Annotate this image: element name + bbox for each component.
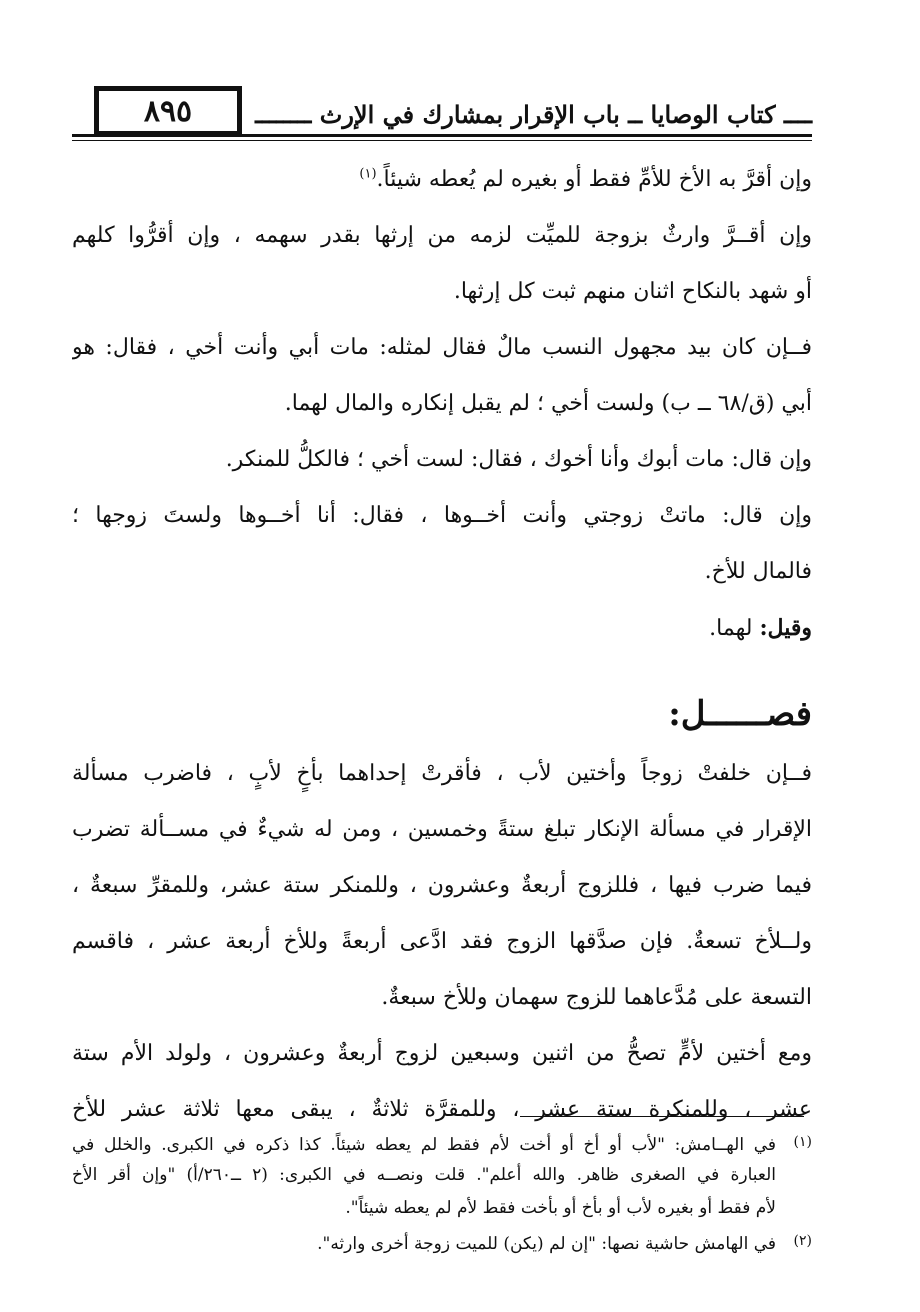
header-rule [72,134,812,137]
footnote-marker: (١) [793,1134,812,1150]
page-header [72,78,812,142]
footnote-line: (٢)في الهامش حاشية نصها: "إن لم (يكن) للميت زوجة أخرى وارثه". [72,1225,812,1258]
footnote-ref[interactable]: (١) [359,166,377,182]
text-line: عشر ، وللمنكرة ستة عشر ، وللمقرَّة ثلاثةٌ ، يبقى معها ثلاثة عشر للأخ [72,1097,812,1122]
spacer [72,656,812,682]
text-line: ومع أختين لأمٍّ تصحُّ من اثنين وسبعين لزوج أربعةٌ وعشرون ، ولولد الأم ستة [72,1041,812,1066]
text-line: أبي (ق/٦٨ ــ ب) ولست أخي ؛ لم يقبل إنكاره والمال لهما. [284,391,812,416]
footnote-line: لأم فقط أو بغيره لأب أو بأخ أو بأخت فقط لأم لم يعطه شيئاً". [345,1198,776,1218]
text-line: الإقرار في مسألة الإنكار تبلغ ستةً وخمسين ، ومن له شيءٌ في مســألة تضرب [72,817,812,842]
running-title: ــــ كتاب الوصايا ــ باب الإقرار بمشارك في الإرث ــــــــ [255,100,812,129]
footnote-line: العبارة في الصغرى ظاهر. والله أعلم". قلت ونصــه في الكبرى: (٢ ــ٢٦٠/أ) "وإن أقر الأخ [72,1165,776,1185]
section-heading: فصــــــل: [668,694,812,734]
text-line: وإن قال: ماتتْ زوجتي وأنت أخــوها ، فقال: أنا أخــوها ولستَ زوجها ؛ [72,503,812,528]
footnote-separator [520,1116,804,1117]
text-line: فالمال للأخ. [704,559,812,584]
page-number: ٨٩٥ [94,86,242,136]
text-line: فــإن كان بيد مجهول النسب مالٌ فقال لمثله: مات أبي وأنت أخي ، فقال: هو [72,335,812,360]
text-line: ولــلأخ تسعةٌ. فإن صدَّقها الزوج فقد ادَّعى أربعةً وللأخ أربعة عشر ، فاقسم [72,929,812,954]
main-text [72,152,812,1138]
text-line: فــإن خلفتْ زوجاً وأختين لأب ، فأقرتْ إحداهما بأخٍ لأبٍ ، فاضرب مسألة [72,761,812,786]
text-line: فيما ضرب فيها ، فللزوج أربعةٌ وعشرون ، وللمنكر ستة عشر، وللمقرِّ سبعةٌ ، [72,873,812,898]
text-line: وإن قال: مات أبوك وأنا أخوك ، فقال: لست أخي ؛ فالكلُّ للمنكر. [225,447,812,472]
text-line: وإن أقــرَّ وارثٌ بزوجة للميِّت لزمه من إرثها بقدر سهمه ، وإن أقرُّوا كلهم [72,223,812,248]
footnote-marker: (٢) [793,1233,812,1249]
qila-label: وقيل: [759,615,812,641]
text-line: وإن أقرَّ به الأخ للأمِّ فقط أو بغيره لم يُعطه شيئاً.$^{(١)}$ [359,166,812,192]
text-line: التسعة على مُدَّعاهما للزوج سهمان وللأخ سبعةٌ. [381,985,812,1010]
text-line: أو شهد بالنكاح اثنان منهم ثبت كل إرثها. [453,279,812,304]
header-rule-thin [72,140,812,141]
footnotes [72,1126,812,1258]
footnote-line: (١)في الهــامش: "لأب أو أخ أو أخت لأم فقط لم يعطه شيئاً. كذا ذكره في الكبرى. والخلل في [72,1126,812,1159]
text-line: وقيل: لهما. [709,615,812,641]
